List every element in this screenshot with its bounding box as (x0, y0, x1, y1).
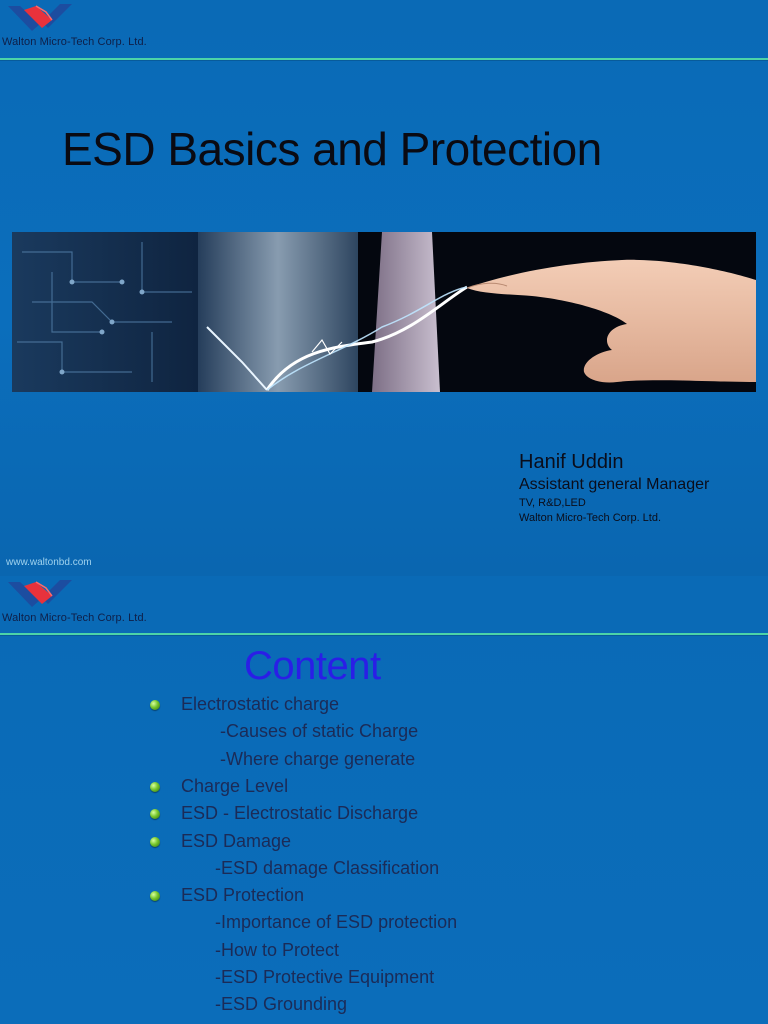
toc-subitem: -ESD Protective Equipment (215, 967, 435, 987)
walton-logo (6, 2, 74, 32)
toc-subitem: -Where charge generate (220, 748, 416, 769)
content-heading: Content (244, 644, 381, 688)
esd-spark-banner-image (12, 232, 756, 392)
bullet-icon (150, 700, 160, 710)
presenter-role: Assistant general Manager (519, 476, 710, 493)
company-name: Walton Micro-Tech Corp. Ltd. (2, 612, 147, 624)
toc-subitem: -ESD damage Classification (215, 857, 440, 878)
toc-subitem: -ESD Grounding (215, 994, 348, 1015)
toc-subitem: -How to Protect (215, 939, 340, 960)
toc-item: ESD Damage (181, 830, 292, 851)
content-slide (0, 576, 768, 1024)
toc-subitem: -Importance of ESD protection (215, 912, 458, 933)
presenter-info (519, 450, 709, 526)
toc-item: Charge Level (181, 775, 289, 796)
bullet-icon (150, 782, 160, 792)
toc-subitem: -Causes of static Charge (220, 721, 419, 742)
walton-logo (6, 578, 74, 608)
header-divider (0, 633, 768, 635)
toc-item: ESD Protection (181, 885, 305, 906)
presenter-company: Walton Micro-Tech Corp. Ltd. (519, 512, 662, 524)
presenter-department: TV, R&D,LED (519, 497, 586, 509)
bullet-icon (150, 837, 160, 847)
website-link[interactable]: www.waltonbd.com (6, 557, 92, 568)
presenter-name: Hanif Uddin (519, 451, 624, 473)
toc-item: ESD - Electrostatic Discharge (181, 803, 419, 824)
slide-title: ESD Basics and Protection (62, 123, 602, 175)
header-divider (0, 58, 768, 60)
toc-item: Electrostatic charge (181, 694, 340, 714)
company-name: Walton Micro-Tech Corp. Ltd. (2, 36, 147, 48)
